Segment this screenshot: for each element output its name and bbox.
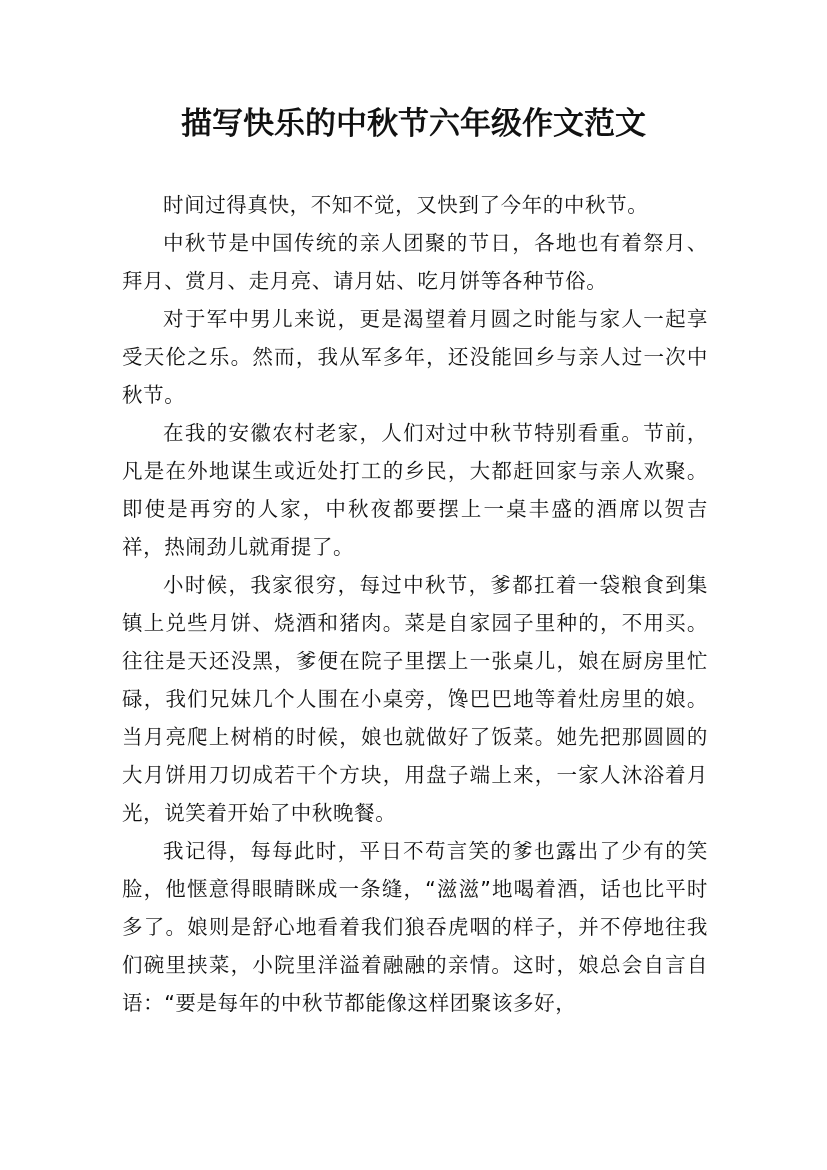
document-body xyxy=(122,186,708,1022)
paragraph: 时间过得真快，不知不觉，又快到了今年的中秋节。 xyxy=(163,193,649,217)
document-title: 描写快乐的中秋节六年级作文范文 xyxy=(181,106,646,142)
paragraph: 在我的安徽农村老家，人们对过中秋节特别看重。节前，凡是在外地谋生或近处打工的乡民，大都赶回家与亲人欢聚。即使是再穷的人家，中秋夜都要摆上一桌丰盛的酒席以贺吉祥，热闹劲儿就甭提了。 xyxy=(122,421,708,559)
paragraph: 中秋节是中国传统的亲人团聚的节日，各地也有着祭月、拜月、赏月、走月亮、请月姑、吃月饼等各种节俗。 xyxy=(122,231,708,293)
paragraph: 我记得，每每此时，平日不苟言笑的爹也露出了少有的笑脸，他惬意得眼睛眯成一条缝，“滋滋”地喝着酒，话也比平时多了。娘则是舒心地看着我们狼吞虎咽的样子，并不停地往我们碗里挟菜，小院里洋溢着融融的亲情。这时，娘总会自言自语：“要是每年的中秋节都能像这样团聚该多好， xyxy=(122,839,708,1015)
paragraph: 小时候，我家很穷，每过中秋节，爹都扛着一袋粮食到集镇上兑些月饼、烧酒和猪肉。菜是自家园子里种的，不用买。往往是天还没黑，爹便在院子里摆上一张桌儿，娘在厨房里忙碌，我们兄妹几个人围在小桌旁，馋巴巴地等着灶房里的娘。当月亮爬上树梢的时候，娘也就做好了饭菜。她先把那圆圆的大月饼用刀切成若干个方块，用盘子端上来，一家人沐浴着月光，说笑着开始了中秋晚餐。 xyxy=(122,573,708,825)
paragraph: 对于军中男儿来说，更是渴望着月圆之时能与家人一起享受天伦之乐。然而，我从军多年，还没能回乡与亲人过一次中秋节。 xyxy=(122,307,708,407)
